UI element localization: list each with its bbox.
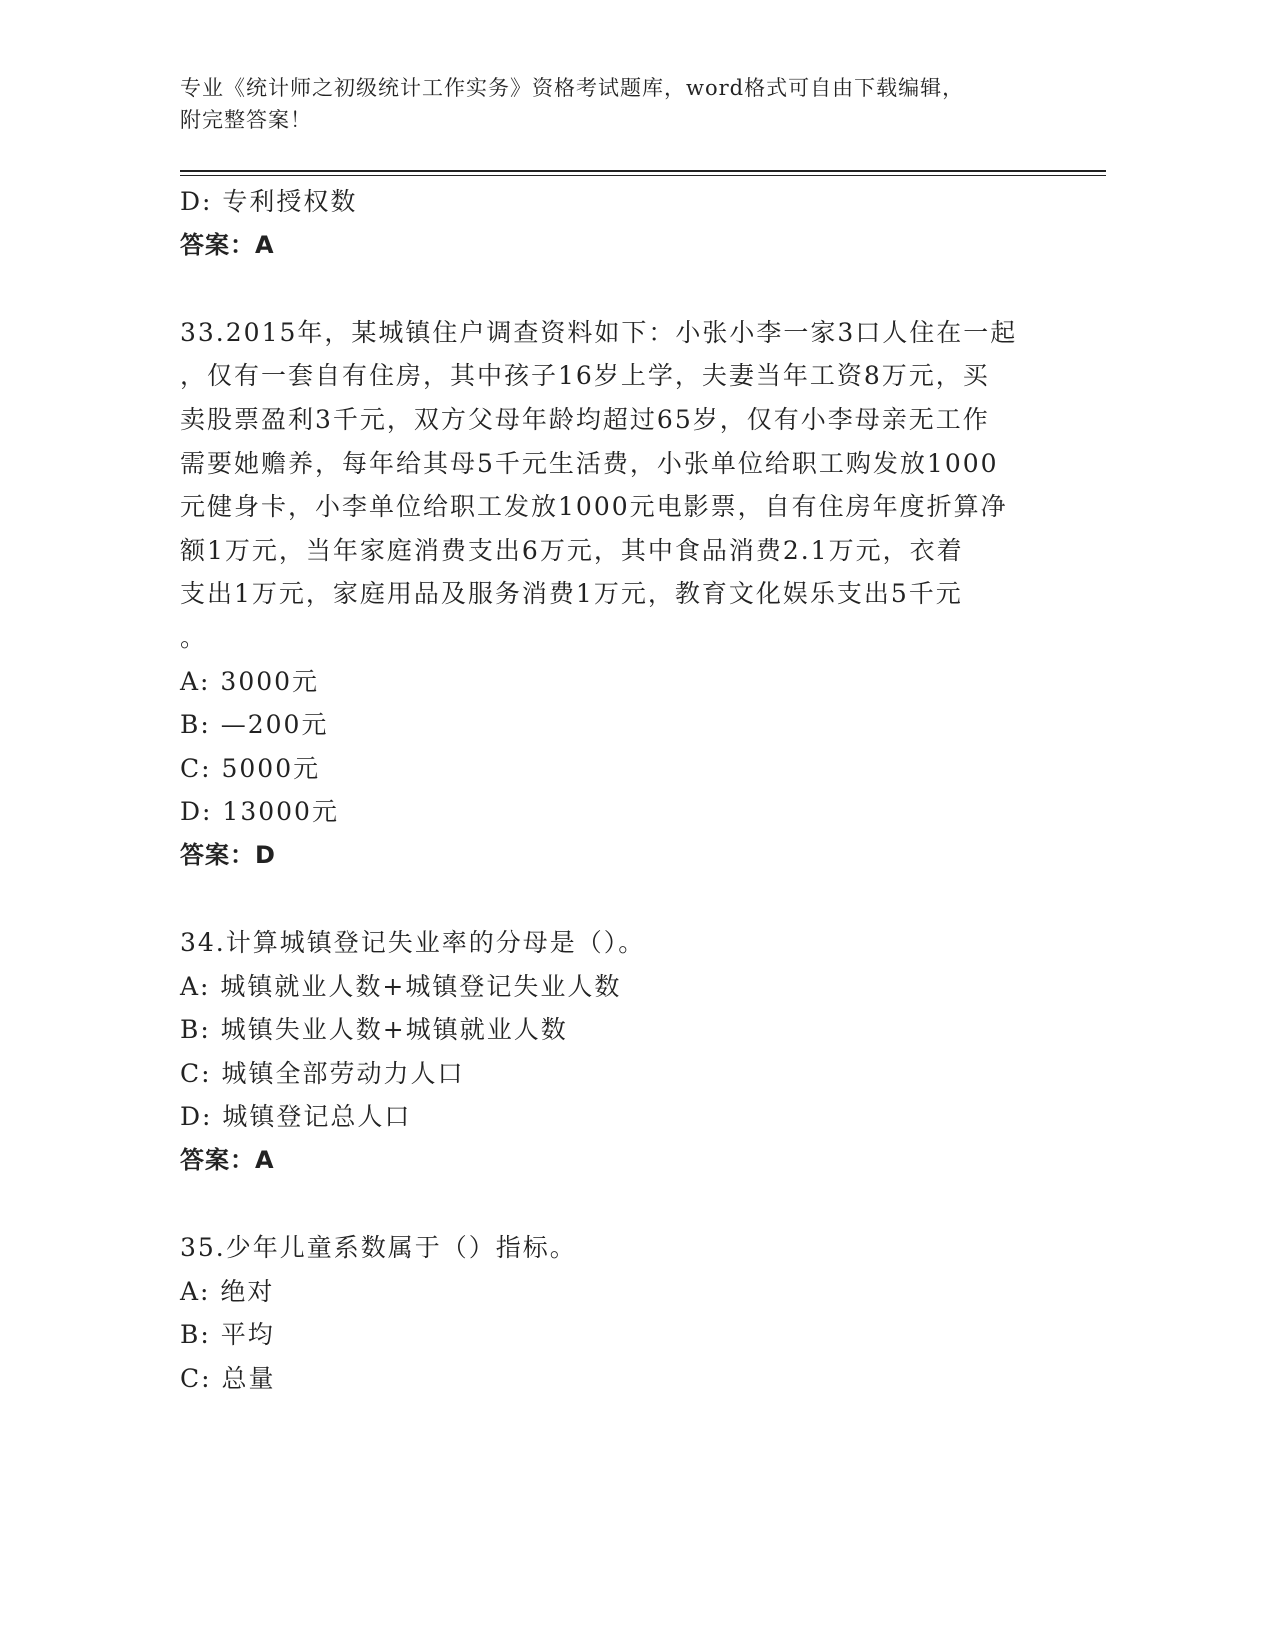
q33-stem-line: 卖股票盈利3千元，双方父母年龄均超过65岁，仅有小李母亲无工作	[180, 404, 990, 434]
q34-option-a: A: 城镇就业人数+城镇登记失业人数	[180, 971, 622, 1001]
q35-block	[180, 1226, 1040, 1400]
q34-answer: 答案：A	[180, 1146, 275, 1175]
q34-option-d: D: 城镇登记总人口	[180, 1102, 412, 1132]
document-body	[180, 180, 1040, 1401]
q35-option-b: B: 平均	[180, 1320, 275, 1350]
q33-stem-line: 需要她赡养，每年给其母5千元生活费，小张单位给职工购发放1000	[180, 448, 999, 478]
header-rule-thin	[180, 175, 1106, 176]
q33-answer: 答案：D	[180, 840, 276, 869]
q34-block	[180, 921, 1040, 1183]
q34-stem: 34.计算城镇登记失业率的分母是（）。	[180, 928, 646, 958]
document-header	[180, 72, 1060, 136]
q33-option-d: D: 13000元	[180, 797, 339, 827]
q33-stem-line: 。	[180, 622, 208, 652]
q32-option-d: D: 专利授权数	[180, 187, 358, 216]
q35-option-c: C: 总量	[180, 1364, 276, 1394]
q33-stem-line: 33.2015年，某城镇住户调查资料如下：小张小李一家3口人住在一起	[180, 317, 1018, 347]
q32-answer: 答案：A	[180, 230, 275, 259]
q35-option-a: A: 绝对	[180, 1276, 275, 1306]
q33-option-a: A: 3000元	[180, 666, 320, 696]
q33-stem-line: ，仅有一套自有住房，其中孩子16岁上学，夫妻当年工资8万元，买	[180, 361, 990, 391]
q33-stem-line: 支出1万元，家庭用品及服务消费1万元，教育文化娱乐支出5千元	[180, 579, 963, 609]
q33-option-c: C: 5000元	[180, 753, 321, 783]
q35-stem: 35.少年儿童系数属于（）指标。	[180, 1233, 577, 1263]
header-line-1: 专业《统计师之初级统计工作实务》资格考试题库，word格式可自由下载编辑，	[180, 76, 965, 100]
q33-block	[180, 311, 1040, 878]
q33-stem-line: 额1万元，当年家庭消费支出6万元，其中食品消费2.1万元，衣着	[180, 535, 964, 565]
header-line-2: 附完整答案！	[180, 108, 312, 132]
q34-option-b: B: 城镇失业人数+城镇就业人数	[180, 1015, 568, 1045]
q34-option-c: C: 城镇全部劳动力人口	[180, 1058, 465, 1088]
q33-option-b: B: —200元	[180, 710, 329, 740]
header-rule-thick	[180, 170, 1106, 172]
spacer	[180, 1183, 1040, 1227]
spacer	[180, 267, 1040, 311]
spacer	[180, 878, 1040, 922]
q33-stem-line: 元健身卡，小李单位给职工发放1000元电影票，自有住房年度折算净	[180, 492, 1008, 522]
